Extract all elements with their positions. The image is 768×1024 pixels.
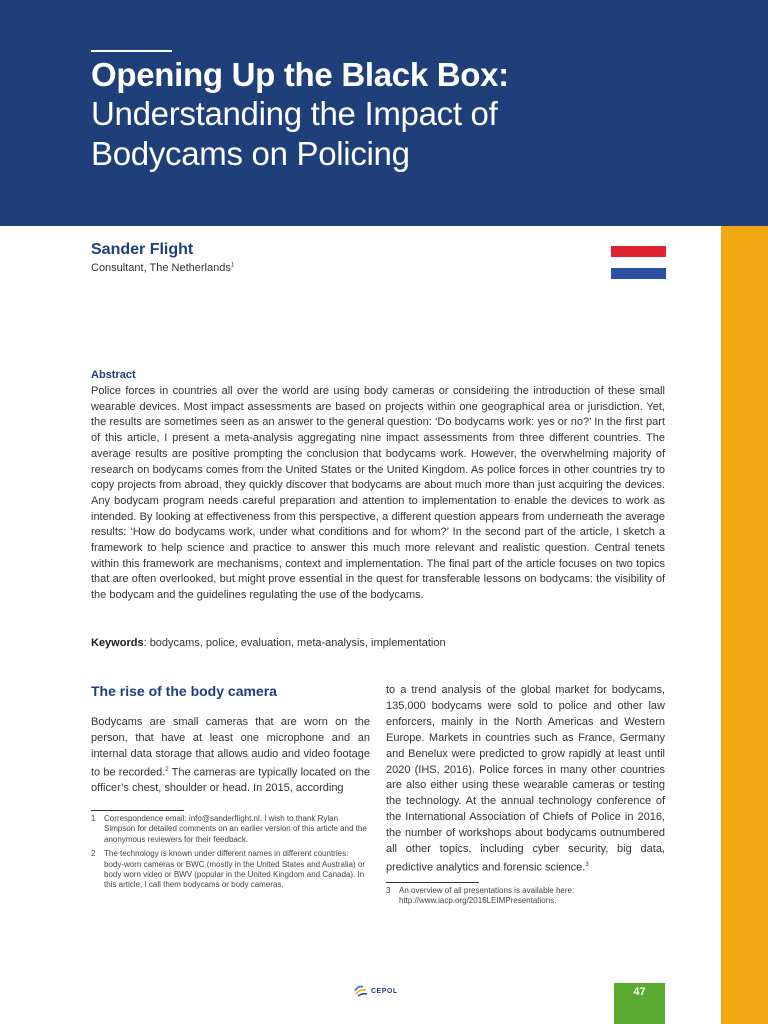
footnote: 2 The technology is known under different names in different countries: body-worn cameras or BWC (mostly in the United States and Australia) or body worn video or BWV (popular in the United Kingdom and Canada). In this article, I call them bodycams or body cameras. (91, 849, 365, 890)
page-number: 47 (614, 983, 665, 1024)
abstract-text: Police forces in countries all over the world are using body cameras or considering the introduction of these small wearable devices. Most impact assessments are based on projects within one geographical area or jurisdiction. Yet, the results are sometimes seen as an answer to the general question: ‘Do bodycams work: yes or no?’ In the first part of this article, I present a meta-analysis aggregating nine impact assessments from three different countries. The average results are positive prompting the conclusion that bodycams work. However, the overwhelming majority of research on bodycams comes from the United States or the United Kingdom. As police forces in other countries try to copy projects from abroad, they quickly discover that bodycams are about much more than just acquiring the devices. Any bodycam program needs careful preparation and attention to implementation to enable the devices to work as intended. By looking at effectiveness from this perspective, a different question appears from underneath the average results: ‘How do bodycams work, under what conditions and for whom?’ In the second part of the article, I sketch a framework to help science and practice to answer this much more relevant and realistic question. Central tenets within this framework are mechanisms, context and implementation. The final part of the article focuses on two topics that are often overlooked, but might prove essential in the quest for transferable lessons on bodycams: the visibility of the bodycam and the guidelines regulating the use of the bodycams. (91, 385, 665, 602)
article-subtitle: Understanding the Impact of Bodycams on Policing (91, 95, 498, 172)
body-column-left: Bodycams are small cameras that are worn on the person, that have at least one microphone and an internal data storage that allows audio and video footage to be recorded.$^2$ The cameras are typically located on the officer’s chest, shoulder or head. In 2015, according (91, 716, 370, 795)
side-color-bar (721, 226, 768, 1024)
header-band (0, 0, 768, 226)
logo-text: CEPOL (371, 987, 398, 995)
body-column-right: to a trend analysis of the global market for bodycams, 135,000 bodycams were sold to police and other law enforcers, mainly in the North Americas and Western Europe. Markets in countries such as France, Germany and Benelux were predicted to grow rapidly at least until 2020 (IHS, 2016). Police forces in many other countries are also either using these wearable cameras or testing the technology. At the annual technology conference of the International Association of Chiefs of Police in 2016, the number of workshops about bodycams outnumbered all other topics, including cyber security, big data, predictive analytics and forensic science.$^3$ (386, 684, 665, 874)
footnote-ref: 2 (165, 766, 169, 773)
cepol-swirl-icon (354, 985, 368, 997)
footnotes-left (91, 814, 370, 895)
keywords (91, 637, 446, 649)
footnotes-right (386, 886, 665, 911)
author-affiliation: Consultant, The Netherlands$^1$ (91, 262, 235, 274)
article-title: Opening Up the Black Box: (91, 56, 509, 93)
netherlands-flag-icon (611, 246, 666, 281)
footnote-rule (386, 882, 479, 883)
footnote: 1 Correspondence email: info@sanderflight.nl. I wish to thank Rylan Simpson for detailed comments on an earlier version of this article and the anonymous reviewers for their feedback. (91, 814, 367, 844)
cepol-logo (354, 985, 398, 997)
keywords-label: Keywords (91, 637, 144, 649)
footnote-ref: 1 (230, 262, 235, 269)
footnote-ref: 3 (585, 861, 589, 868)
footnote-rule (91, 810, 184, 811)
footnote: 3 An overview of all presentations is available here: http://www.iacp.org/2016LEIMPresentations. (386, 886, 575, 906)
title-rule (91, 50, 172, 52)
keywords-list: : bodycams, police, evaluation, meta-analysis, implementation (143, 637, 446, 649)
author-name: Sander Flight (91, 241, 194, 258)
abstract-heading: Abstract (91, 369, 136, 381)
section-heading: The rise of the body camera (91, 683, 277, 699)
